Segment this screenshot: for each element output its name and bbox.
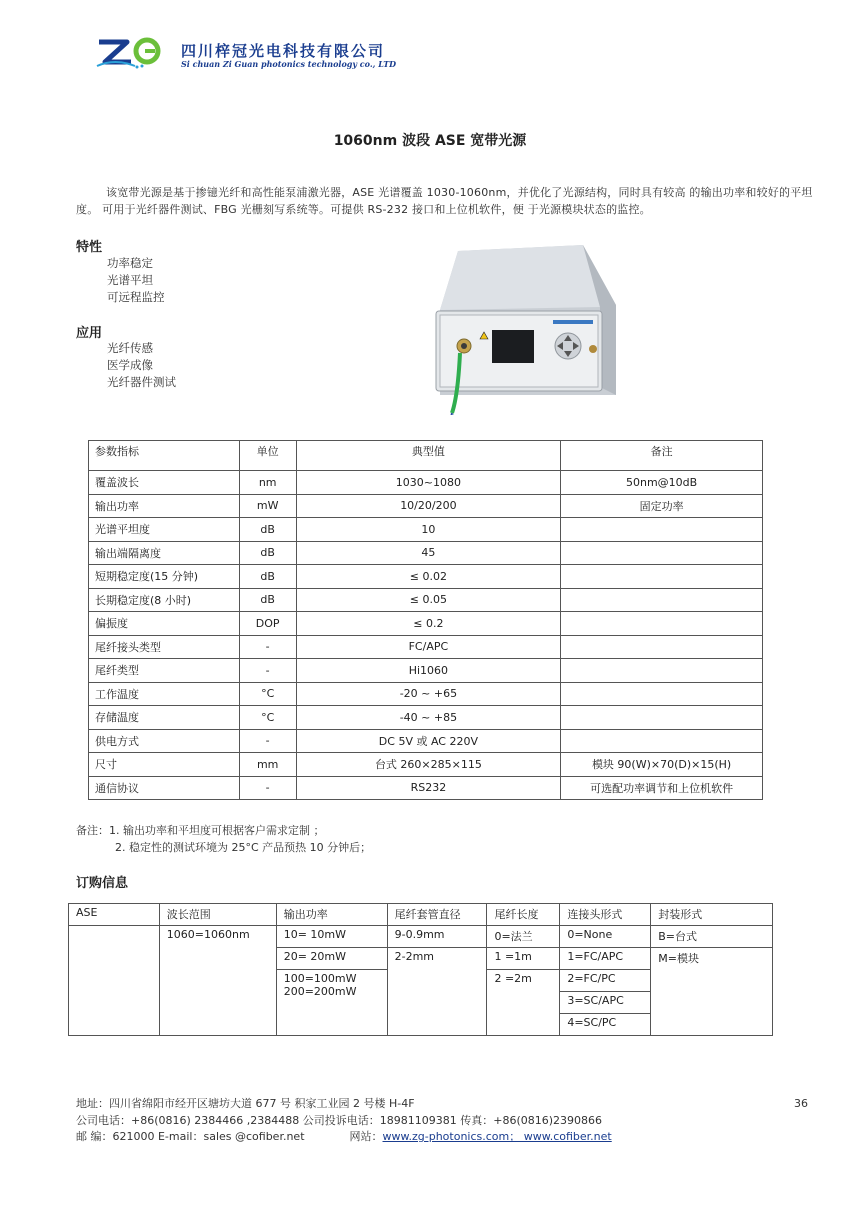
remark-cell [561,729,763,753]
sleeve-option: 2-2mm [387,948,487,1036]
table-row [89,682,763,706]
footer [76,1096,612,1146]
footer-contact [76,1129,612,1146]
table-row [89,776,763,800]
table-row [89,588,763,612]
remark-cell [561,635,763,659]
table-row [89,659,763,683]
unit-cell: mW [239,494,296,518]
power-option-group [276,970,387,1036]
value-cell: Hi1060 [296,659,561,683]
table-row [89,729,763,753]
header-cell: ASE [69,904,160,926]
unit-cell: - [239,729,296,753]
connector-option: 3=SC/APC [560,992,651,1014]
param-cell: 覆盖波长 [89,471,240,495]
unit-cell: dB [239,588,296,612]
header-cell: 尾纤套管直径 [387,904,487,926]
website-link[interactable]: www.zg-photonics.com； www.cofiber.net [382,1130,612,1143]
remark-cell: 固定功率 [561,494,763,518]
value-cell: RS232 [296,776,561,800]
value-cell: ≤ 0.02 [296,565,561,589]
param-cell: 供电方式 [89,729,240,753]
table-row [89,753,763,777]
remark-cell [561,682,763,706]
company-logo [95,36,161,70]
param-cell: 存储温度 [89,706,240,730]
value-cell: DC 5V 或 AC 220V [296,729,561,753]
unit-cell: DOP [239,612,296,636]
document-title: 1060nm 波段 ASE 宽带光源 [333,133,527,149]
header-cell: 尾纤长度 [487,904,560,926]
footer-phone: 公司电话：+86(0816) 2384466 ,2384488 公司投诉电话：18981109381 传真：+86(0816)2390866 [76,1113,603,1127]
table-row [69,926,773,948]
sleeve-option: 9-0.9mm [387,926,487,948]
remark-cell [561,565,763,589]
connector-option: 2=FC/PC [560,970,651,992]
length-option: 2 =2m [487,970,560,1036]
header-cell: 备注 [561,441,763,471]
length-option: 1 =1m [487,948,560,970]
param-cell: 尾纤类型 [89,659,240,683]
unit-cell: dB [239,541,296,565]
product-photo [428,245,618,415]
footer-site-label: 网站： [349,1130,383,1143]
note-line: 2. 稳定性的测试环境为 25°C 产品预热 10 分钟后； [115,841,372,854]
unit-cell: - [239,635,296,659]
connector-option: 1=FC/APC [560,948,651,970]
table-row [89,494,763,518]
connector-option: 4=SC/PC [560,1014,651,1036]
value-cell: ≤ 0.05 [296,588,561,612]
package-option: B=台式 [651,926,773,948]
page-number: 36 [794,1097,808,1110]
length-option: 0=法兰 [487,926,560,948]
footer-address: 地址：四川省绵阳市经开区塘坊大道 677 号 积家工业园 2 号楼 H-4F [76,1097,415,1110]
unit-cell: - [239,659,296,683]
features-heading: 特性 [76,240,103,255]
company-header [95,36,495,72]
param-cell: 尺寸 [89,753,240,777]
param-cell: 工作温度 [89,682,240,706]
param-cell: 通信协议 [89,776,240,800]
table-row [89,612,763,636]
unit-cell: dB [239,518,296,542]
param-cell: 光谱平坦度 [89,518,240,542]
power-option: 20= 20mW [276,948,387,970]
notes [76,822,371,856]
header-cell: 波长范围 [159,904,276,926]
table-header-row [69,904,773,926]
power-option: 200=200mW [283,985,357,998]
remark-cell [561,518,763,542]
application-item: 医学成像 [107,358,153,372]
table-row [89,565,763,589]
remark-cell [561,706,763,730]
unit-cell: dB [239,565,296,589]
note-line: 备注：1. 输出功率和平坦度可根据客户需求定制 ； [76,824,325,837]
value-cell: FC/APC [296,635,561,659]
company-name-en: Si chuan Zi Guan photonics technology co., LTD [181,59,397,69]
unit-cell: °C [239,706,296,730]
param-cell: 尾纤接头类型 [89,635,240,659]
header-cell: 连接头形式 [560,904,651,926]
remark-cell: 模块 90(W)×70(D)×15(H) [561,753,763,777]
header-cell: 参数指标 [89,441,240,471]
value-cell: 45 [296,541,561,565]
header-cell: 典型值 [296,441,561,471]
power-option: 10= 10mW [276,926,387,948]
table-row [89,518,763,542]
unit-cell: nm [239,471,296,495]
value-cell: 1030~1080 [296,471,561,495]
value-cell: ≤ 0.2 [296,612,561,636]
application-item: 光纤器件测试 [107,375,176,389]
footer-zip-email: 邮 编：621000 E-mail：sales @cofiber.net [76,1130,305,1143]
header-cell: 单位 [239,441,296,471]
header-cell: 封装形式 [651,904,773,926]
features-list [107,255,165,306]
param-cell: 输出端隔离度 [89,541,240,565]
value-cell: -40 ~ +85 [296,706,561,730]
remark-cell: 可选配功率调节和上位机软件 [561,776,763,800]
ase-cell [69,926,160,1036]
param-cell: 长期稳定度(8 小时) [89,588,240,612]
value-cell: -20 ~ +65 [296,682,561,706]
remark-cell: 50nm@10dB [561,471,763,495]
header-cell: 输出功率 [276,904,387,926]
table-row [89,471,763,495]
feature-item: 光谱平坦 [107,273,153,287]
feature-item: 可远程监控 [107,290,165,304]
remark-cell [561,541,763,565]
param-cell: 偏振度 [89,612,240,636]
feature-item: 功率稳定 [107,256,153,270]
spec-table [88,440,763,800]
value-cell: 台式 260×285×115 [296,753,561,777]
param-cell: 短期稳定度(15 分钟) [89,565,240,589]
package-option: M=模块 [651,948,773,1036]
table-header-row [89,441,763,471]
value-cell: 10/20/200 [296,494,561,518]
order-table [68,903,773,1036]
company-name-cn: 四川梓冠光电科技有限公司 [181,42,386,60]
table-row [89,706,763,730]
connector-option: 0=None [560,926,651,948]
remark-cell [561,612,763,636]
param-cell: 输出功率 [89,494,240,518]
table-row [89,635,763,659]
unit-cell: °C [239,682,296,706]
remark-cell [561,588,763,612]
application-item: 光纤传感 [107,341,153,355]
unit-cell: mm [239,753,296,777]
applications-list [107,340,176,391]
intro-paragraph: 该宽带光源是基于掺镱光纤和高性能泵浦激光器，ASE 光谱覆盖 1030-1060nm，并优化了光源结构，同时具有较高 的输出功率和较好的平坦度。 可用于光纤器件测试、FBG 光栅刻写系统等。可提供 RS-232 接口和上位机软件，便 于光源模块状态的监控。 [76,186,813,216]
order-heading: 订购信息 [76,876,129,891]
applications-heading: 应用 [76,326,103,341]
value-cell: 10 [296,518,561,542]
wavelength-cell: 1060=1060nm [159,926,276,1036]
unit-cell: - [239,776,296,800]
remark-cell [561,659,763,683]
power-option: 100=100mW [283,972,357,985]
table-row [89,541,763,565]
